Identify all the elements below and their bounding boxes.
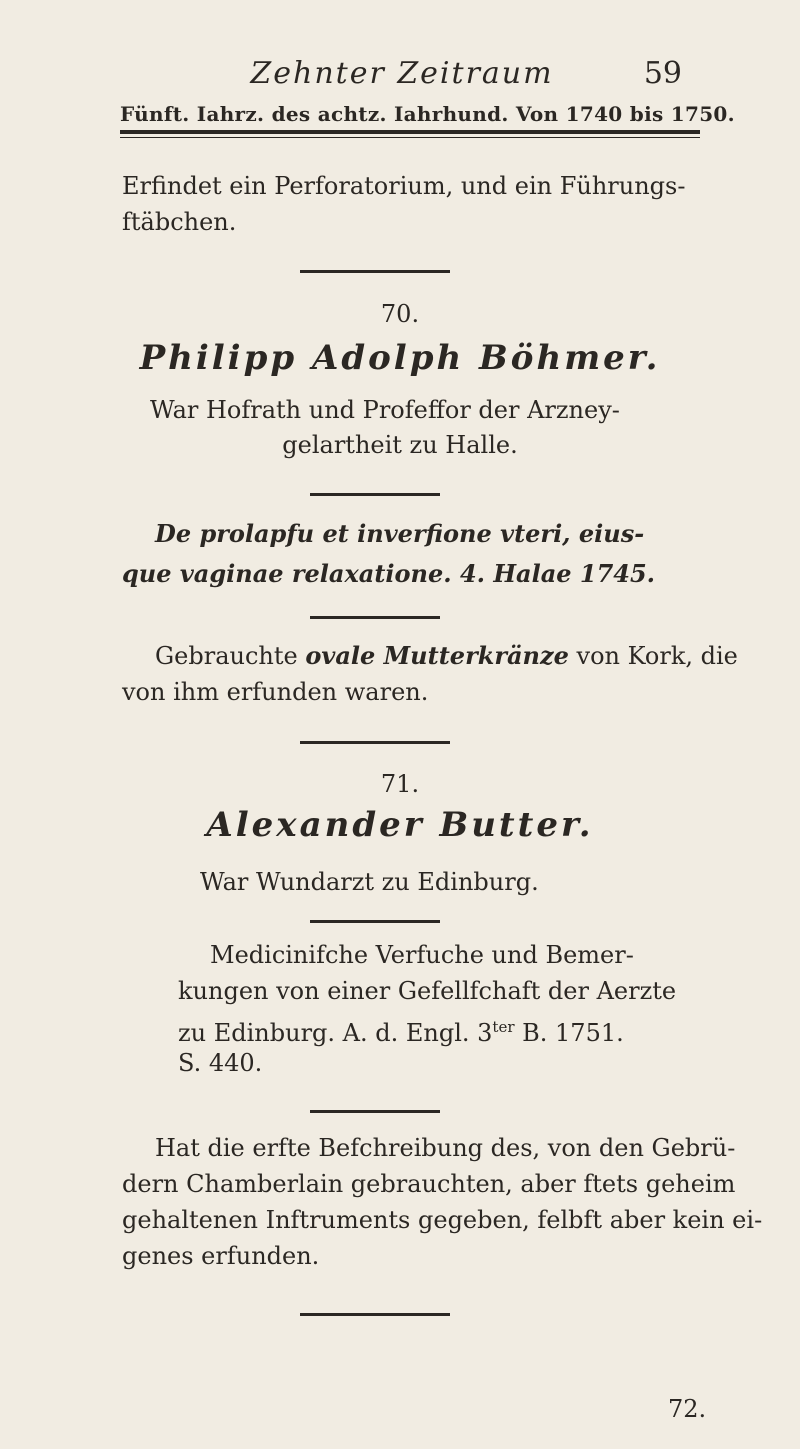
entry-number-71: 71.	[380, 770, 420, 798]
header-rule-thick	[120, 130, 700, 134]
entry71-note-line-1: Hat die erfte Befchreibung des, von den Gebrü-	[155, 1134, 736, 1162]
entry71-work-line-2: kungen von einer Gefellfchaft der Aerzte	[178, 977, 677, 1005]
entry-name-70: Philipp Adolph Böhmer.	[139, 338, 661, 378]
entry71-divider-1	[310, 920, 440, 923]
entry71-divider-2	[310, 1110, 440, 1113]
running-head-title: Zehnter Zeitraum	[250, 56, 554, 91]
intro-line-2: ftäbchen.	[122, 208, 237, 236]
entry70-note-suffix: von Kork, die	[568, 642, 738, 670]
entry71-work-line-3-prefix: zu Edinburg. A. d. Engl. 3	[178, 1019, 493, 1047]
entry-name-71: Alexander Butter.	[206, 805, 594, 845]
entry71-note-line-4: genes erfunden.	[122, 1242, 320, 1270]
section-divider-3	[300, 1313, 450, 1316]
entry70-note-prefix: Gebrauchte	[155, 642, 306, 670]
entry71-note-line-3: gehaltenen Inftruments gegeben, felbft aber kein ei-	[122, 1206, 763, 1234]
entry70-note-line-2: von ihm erfunden waren.	[122, 678, 429, 706]
entry70-desc-line-1: War Hofrath und Profeffor der Arzney-	[150, 396, 620, 424]
entry71-desc: War Wundarzt zu Edinburg.	[200, 868, 539, 896]
catchword: 72.	[668, 1395, 707, 1423]
entry71-work-line-4: S. 440.	[178, 1049, 263, 1077]
entry70-note-line-1	[155, 638, 738, 674]
entry70-work-line-2: que vaginae relaxatione. 4. Halae 1745.	[122, 559, 656, 588]
entry70-work-line-1: De prolapfu et inverfione vteri, eius-	[155, 519, 645, 548]
header-rule-thin	[120, 137, 700, 138]
running-head-subtitle: Fünft. Iahrz. des achtz. Iahrhund. Von 1740 bis 1750.	[120, 102, 735, 126]
entry70-note-italic: ovale Mutterkränze	[305, 641, 569, 670]
entry71-work-line-1: Medicinifche Verfuche und Bemer-	[210, 941, 634, 969]
intro-line-1: Erfindet ein Perforatorium, und ein Führungs-	[122, 172, 686, 200]
page-number: 59	[643, 56, 682, 91]
entry71-work-line-3-suffix: B. 1751.	[514, 1019, 624, 1047]
entry-number-70: 70.	[380, 300, 420, 328]
section-divider-2	[300, 741, 450, 744]
entry71-note-line-2: dern Chamberlain gebrauchten, aber ftets geheim	[122, 1170, 736, 1198]
entry71-work-line-3-sup: ter	[492, 1018, 515, 1036]
entry70-divider-1	[310, 493, 440, 496]
section-divider	[300, 270, 450, 273]
entry70-desc-line-2: gelartheit zu Halle.	[282, 431, 518, 459]
running-head	[122, 56, 682, 96]
entry70-divider-2	[310, 616, 440, 619]
